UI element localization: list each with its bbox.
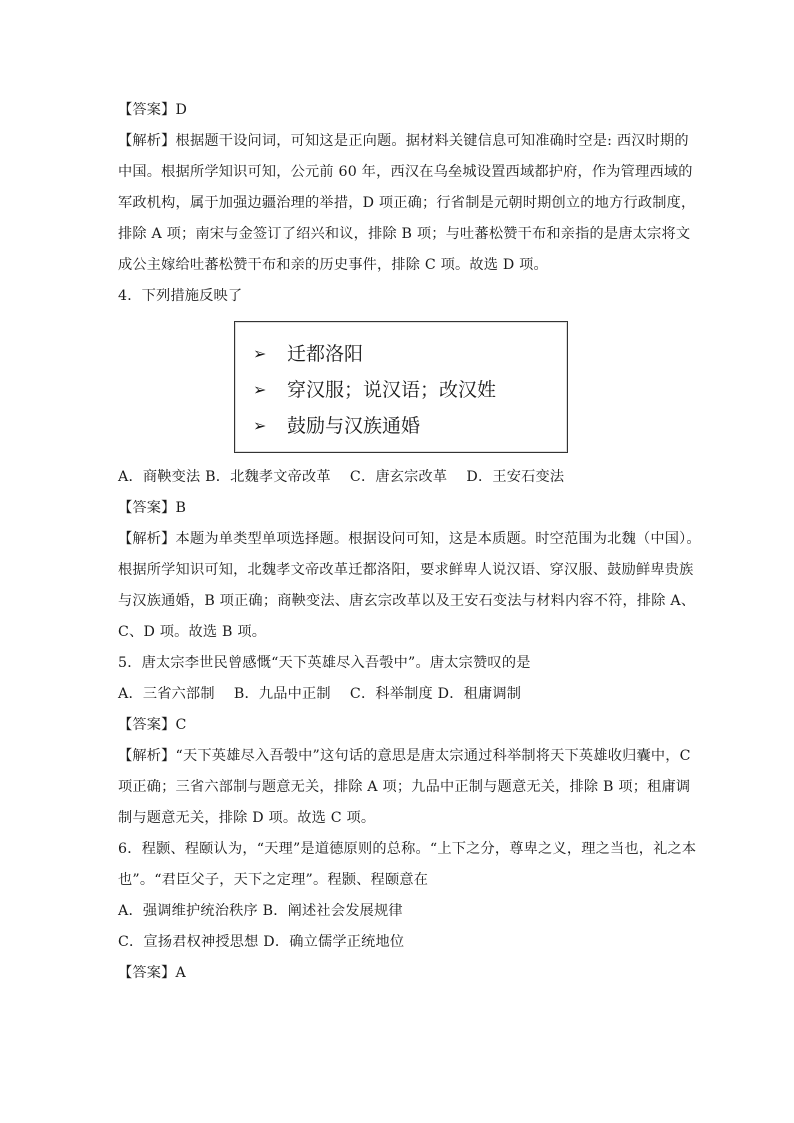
arrow-bullet-icon: ➢ [253,416,267,435]
question-5-stem: 5．唐太宗李世民曾感慨“天下英雄尽入吾彀中”。唐太宗赞叹的是 [118,655,531,671]
document-page [118,100,701,994]
analysis-line: 【解析】本题为单类型单项选择题。根据设问可知，这是本质题。时空范围为北魏（中国）。 [118,531,701,547]
material-item-text: 迁都洛阳 [287,343,364,365]
material-item [253,336,567,372]
question-6-stem: 也”。“君臣父子，天下之定理”。程颢、程颐意在 [118,872,429,888]
answer-line-q5: 【答案】C [118,717,187,733]
analysis-line: 中国。根据所学知识可知，公元前 60 年，西汉在乌垒城设置西域都护府，作为管理西域的 [118,164,693,180]
analysis-line: 项正确；三省六部制与题意无关，排除 A 项；九品中正制与题意无关，排除 B 项；租庸调 [118,779,691,795]
answer-line-q6: 【答案】A [118,965,186,981]
analysis-line: C、D 项。故选 B 项。 [118,624,267,640]
material-box [234,321,568,453]
analysis-line: 成公主嫁给吐蕃松赞干布和亲的历史事件，排除 C 项。故选 D 项。 [118,257,548,273]
analysis-line: 与汉族通婚，B 项正确；商鞅变法、唐玄宗改革以及王安石变法与材料内容不符，排除 A、 [118,593,696,609]
analysis-line: 【解析】“天下英雄尽入吾彀中”这句话的意思是唐太宗通过科举制将天下英雄收归囊中，C [118,748,691,764]
analysis-line: 根据所学知识可知，北魏孝文帝改革迁都洛阳，要求鲜卑人说汉语、穿汉服、鼓励鲜卑贵族 [118,562,694,578]
question-5-options: A．三省六部制 B．九品中正制 C．科举制度 D．租庸调制 [118,686,522,702]
answer-line-q3: 【答案】D [118,102,188,118]
answer-line-q4: 【答案】B [118,500,187,516]
question-4-stem: 4．下列措施反映了 [118,288,243,304]
arrow-bullet-icon: ➢ [253,344,267,363]
material-item [253,372,567,408]
question-6-options: A．强调维护统治秩序 B．阐述社会发展规律 [118,903,403,919]
analysis-line: 军政机构，属于加强边疆治理的举措，D 项正确；行省制是元朝时期创立的地方行政制度， [118,195,696,211]
analysis-line: 制与题意无关，排除 D 项。故选 C 项。 [118,810,376,826]
question-4-options: A．商鞅变法 B．北魏孝文帝改革 C．唐玄宗改革 D．王安石变法 [118,469,565,485]
arrow-bullet-icon: ➢ [253,380,267,399]
material-item-text: 穿汉服；说汉语；改汉姓 [287,379,497,401]
analysis-line: 排除 A 项；南宋与金签订了绍兴和议，排除 B 项；与吐蕃松赞干布和亲指的是唐太宗将文 [118,226,691,242]
material-item-text: 鼓励与汉族通婚 [287,415,421,437]
question-6-stem: 6．程颢、程颐认为，“天理”是道德原则的总称。“上下之分，尊卑之义，理之当也，礼之本 [118,841,697,857]
material-item [253,408,567,444]
analysis-line: 【解析】根据题干设问词，可知这是正向题。据材料关键信息可知准确时空是: 西汉时期的 [118,133,689,149]
question-6-options: C．宣扬君权神授思想 D．确立儒学正统地位 [118,934,405,950]
